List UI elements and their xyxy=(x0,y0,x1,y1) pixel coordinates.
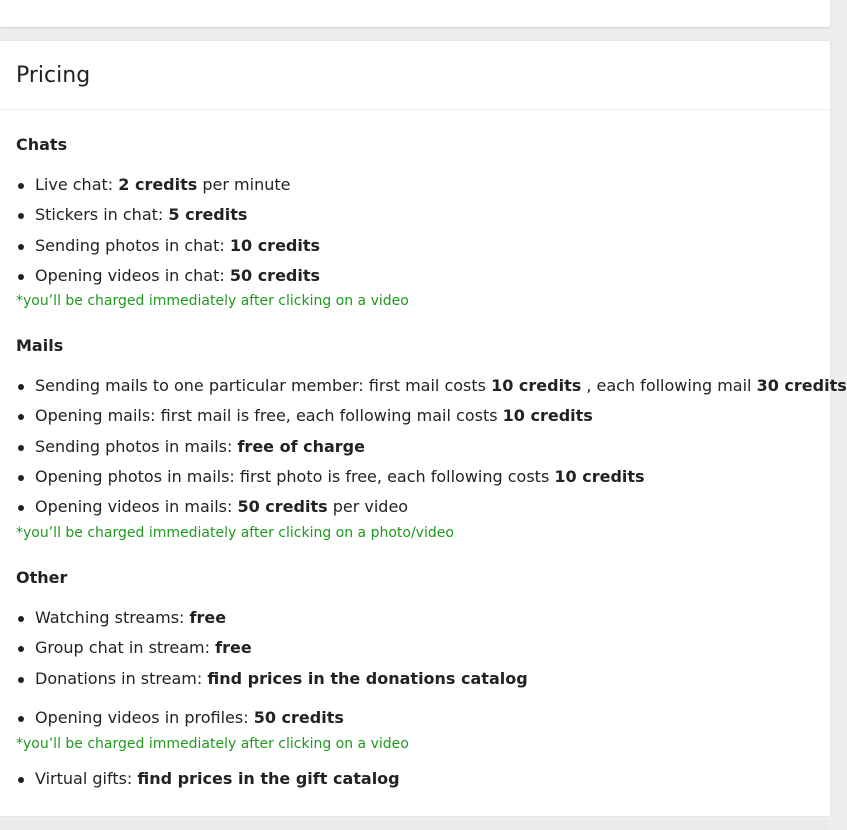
list-item: Donations in stream: find prices in the donations catalog xyxy=(0,664,830,694)
section-title-chats: Chats xyxy=(16,135,68,154)
page-title: Pricing xyxy=(16,63,91,88)
section-title-mails: Mails xyxy=(16,336,64,355)
list-item: Sending photos in chat: 10 credits xyxy=(0,231,830,261)
pricing-card xyxy=(0,41,847,816)
profiles-list xyxy=(0,703,830,733)
other-list xyxy=(0,603,830,694)
list-item: Watching streams: free xyxy=(0,603,830,633)
list-item: Virtual gifts: find prices in the gift catalog xyxy=(0,764,830,794)
list-item: Sending photos in mails: free of charge xyxy=(0,432,830,462)
list-item: Opening photos in mails: first photo is free, each following costs 10 credits xyxy=(0,462,830,492)
list-item: Live chat: 2 credits per minute xyxy=(0,170,830,200)
list-item: Opening videos in chat: 50 credits xyxy=(0,261,830,291)
list-item: Sending mails to one particular member: first mail costs 10 credits , each following mail 30 credits xyxy=(0,371,830,401)
section-title-other: Other xyxy=(16,568,68,587)
list-item: Opening videos in mails: 50 credits per video xyxy=(0,492,830,522)
list-item: Opening mails: first mail is free, each following mail costs 10 credits xyxy=(0,401,830,431)
chats-note: *you’ll be charged immediately after clicking on a video xyxy=(16,293,409,309)
card-header xyxy=(0,41,830,110)
chats-list xyxy=(0,170,830,291)
profiles-note: *you’ll be charged immediately after clicking on a video xyxy=(16,736,409,752)
bottom-bar xyxy=(0,820,830,830)
list-item: Group chat in stream: free xyxy=(0,633,830,663)
mails-list xyxy=(0,371,847,522)
list-item: Stickers in chat: 5 credits xyxy=(0,200,830,230)
list-item: Opening videos in profiles: 50 credits xyxy=(0,703,830,733)
mails-note: *you’ll be charged immediately after clicking on a photo/video xyxy=(16,525,454,541)
top-bar xyxy=(0,0,830,27)
gifts-list xyxy=(0,764,830,794)
